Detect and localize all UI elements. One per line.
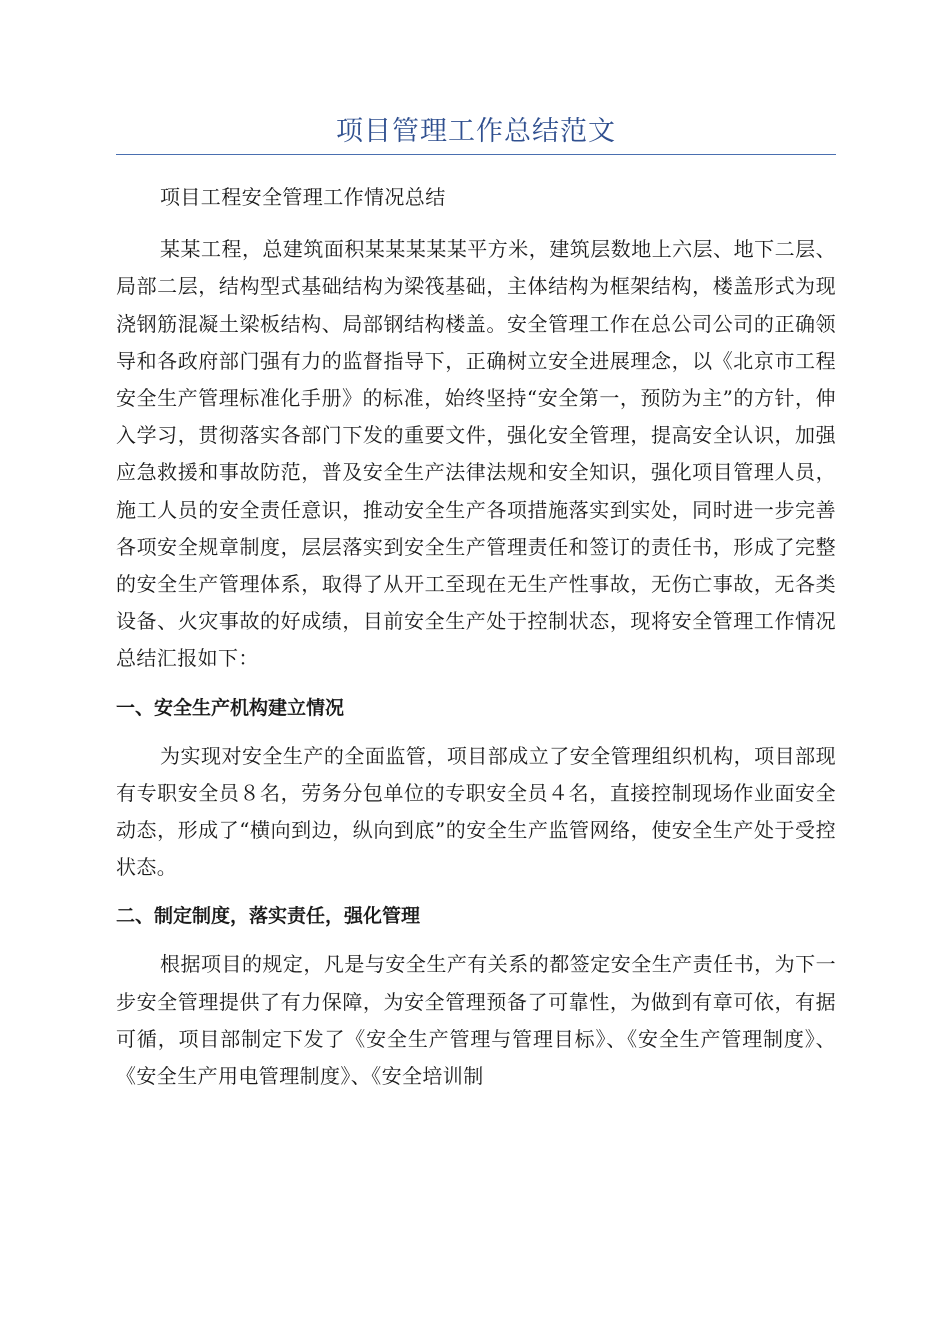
title-underline: [116, 154, 836, 155]
section-heading-1: 一、安全生产机构建立情况: [116, 696, 345, 719]
document-page: [116, 0, 836, 1095]
section-body-2: 根据项目的规定，凡是与安全生产有关系的都签定安全生产责任书，为下一步安全管理提供了有力保障，为安全管理预备了可靠性，为做到有章可依，有据可循，项目部制定下发了《安全生产管理与管理目标》、《安全生产管理制度》、《安全生产用电管理制度》、《安全培训制: [116, 952, 836, 1089]
spacer: [116, 886, 836, 901]
document-subtitle: 项目工程安全管理工作情况总结: [160, 185, 446, 209]
spacer: [116, 723, 836, 738]
section-heading-2: 二、制定制度，落实责任，强化管理: [116, 905, 421, 928]
spacer: [116, 678, 836, 693]
intro-paragraph: 某某工程，总建筑面积某某某某某平方米，建筑层数地上六层、地下二层、局部二层，结构型式基础结构为梁筏基础，主体结构为框架结构，楼盖形式为现浇钢筋混凝土梁板结构、局部钢结构楼盖。安全管理工作在总公司公司的正确领导和各政府部门强有力的监督指导下，正确树立安全进展理念，以《北京市工程安全生产管理标准化手册》的标准，始终坚持“安全第一，预防为主”的方针，伸入学习，贯彻落实各部门下发的重要文件，强化安全管理，提高安全认识，加强应急救援和事故防范，普及安全生产法律法规和安全知识，强化项目管理人员，施工人员的安全责任意识，推动安全生产各项措施落实到实处，同时进一步完善各项安全规章制度，层层落实到安全生产管理责任和签订的责任书，形成了完整的安全生产管理体系，取得了从开工至现在无生产性事故，无伤亡事故，无各类设备、火灾事故的好成绩，目前安全生产处于控制状态，现将安全管理工作情况总结汇报如下：: [116, 237, 836, 671]
spacer: [116, 216, 836, 231]
spacer: [116, 931, 836, 946]
document-title: 项目管理工作总结范文: [336, 116, 616, 147]
section-body-1: 为实现对安全生产的全面监管，项目部成立了安全管理组织机构，项目部现有专职安全员８名，劳务分包单位的专职安全员４名，直接控制现场作业面安全动态，形成了“横向到边，纵向到底”的安全生产监管网络，使安全生产处于受控状态。: [116, 743, 836, 880]
